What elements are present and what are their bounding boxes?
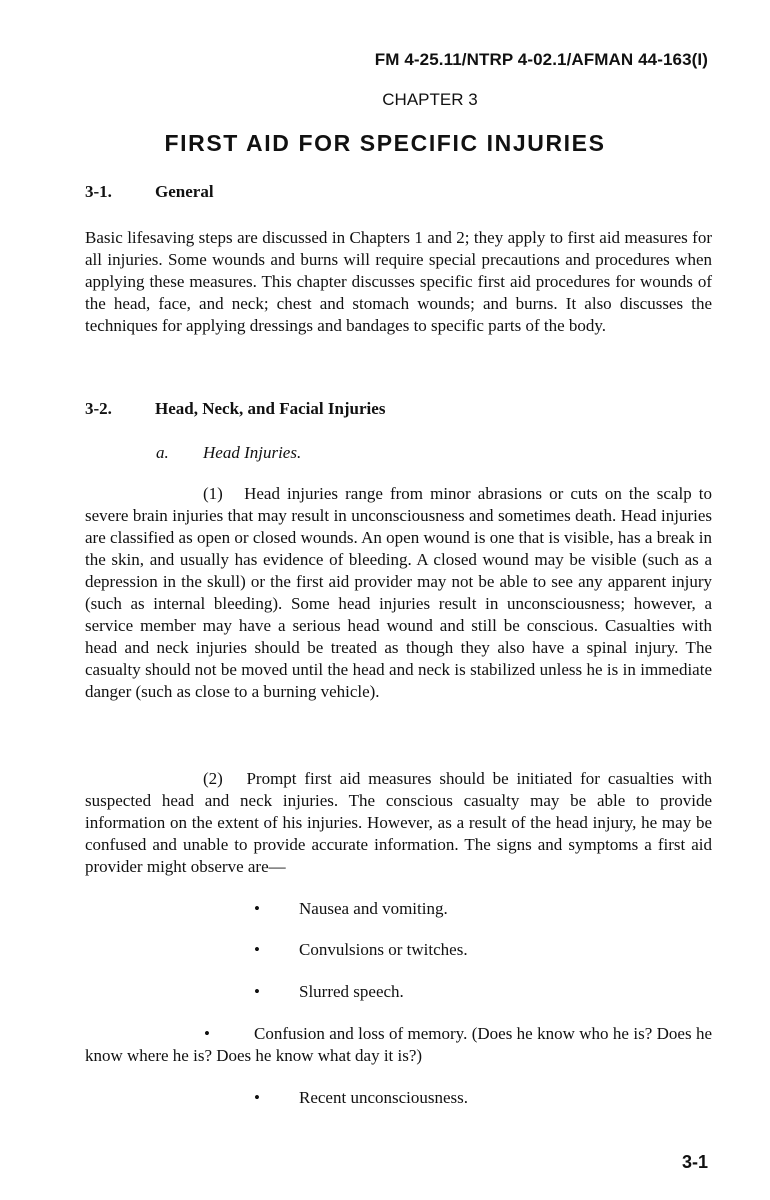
paragraph-text: Prompt first aid measures should be initiated for casualties with suspected head and neck injuries. The conscious casualty may be able to provide information on the extent of his injuries. However, as a result of the head injury, he may be confused and unable to provide accurate information. The signs and symptoms a first aid provider might observe are— [85, 769, 713, 876]
bullet-glyph: • [254, 899, 260, 918]
list-item: • Nausea and vomiting. [254, 899, 448, 918]
page-number: 3-1 [681, 1152, 708, 1172]
section-3-2-heading [85, 399, 385, 419]
chapter-title: FIRST AID FOR SPECIFIC INJURIES [164, 130, 606, 156]
list-item: • Convulsions or twitches. [254, 940, 468, 959]
section-3-1-body: Basic lifesaving steps are discussed in Chapters 1 and 2; they apply to first aid measures for all injuries. Some wounds and burns will require special precautions and procedures when applying these measures. This chapter discusses specific first aid procedures for wounds of the head, face, and neck; chest and stomach wounds; and burns. It also discusses the techniques for applying dressings and bandages to specific parts of the body. [85, 228, 712, 335]
section-title: General [155, 182, 214, 201]
document-id: FM 4-25.11/NTRP 4-02.1/AFMAN 44-163(I) [374, 50, 708, 69]
subsection-title: Head Injuries. [203, 443, 302, 462]
subsection-heading [156, 443, 301, 463]
paragraph-text: Head injuries range from minor abrasions or cuts on the scalp to severe brain injuries that may result in unconsciousness and sometimes death. Head injuries are classified as open or closed wounds. An open wound is one that is visible, has a break in the skin, and usually has evidence of bleeding. A closed wound may be visible (such as a depression in the skull) or the first aid provider may not be able to see any apparent injury (such as internal bleeding). Some head injuries result in unconsciousness; however, a service member may have a serious head wound and still be conscious. Casualties with head and neck injuries should be treated as though they also have a spinal injury. The casualty should not be moved until the head and neck is stabilized unless he is in immediate danger (such as close to a burning vehicle). [85, 484, 713, 701]
bullet-glyph: • [254, 1088, 260, 1107]
section-title: Head, Neck, and Facial Injuries [155, 399, 386, 418]
subsection-letter: a. [156, 443, 169, 462]
paragraph-2 [85, 768, 712, 878]
section-number: 3-2. [85, 399, 112, 418]
section-number: 3-1. [85, 182, 112, 201]
bullet-glyph: • [254, 982, 260, 1001]
bullet-glyph: • [204, 1024, 210, 1043]
paragraph-number: (1) [203, 484, 223, 503]
chapter-label: CHAPTER 3 [382, 90, 478, 109]
list-item: • Confusion and loss of memory. (Does he know who he is? Does he know where he is? Does he know what day it is?) [85, 1024, 712, 1065]
paragraph-1 [85, 483, 712, 703]
section-3-1-heading [85, 182, 214, 202]
list-item: • Slurred speech. [254, 982, 404, 1001]
paragraph-number: (2) [203, 769, 223, 788]
bullet-glyph: • [254, 940, 260, 959]
list-item: • Recent unconsciousness. [254, 1088, 469, 1107]
